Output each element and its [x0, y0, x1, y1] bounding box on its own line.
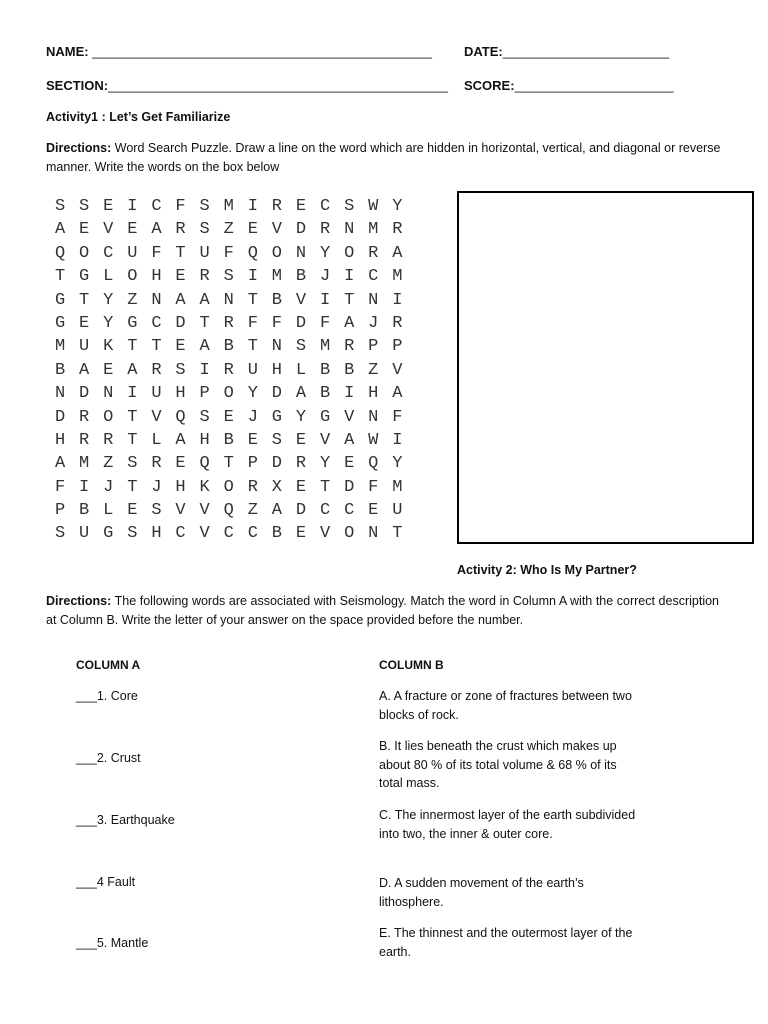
grid-letter[interactable]: E — [103, 197, 114, 216]
grid-letter[interactable]: I — [127, 384, 138, 404]
grid-letter[interactable]: N — [368, 407, 379, 427]
grid-letter[interactable]: B — [271, 524, 282, 544]
grid-letter[interactable]: B — [319, 384, 331, 404]
grid-letter[interactable]: H — [54, 430, 66, 450]
grid-row — [48, 406, 409, 429]
grid-letter[interactable]: B — [223, 337, 234, 357]
grid-letter[interactable]: T — [54, 267, 66, 287]
section-label: SECTION: — [46, 78, 109, 93]
grid-letter[interactable]: O — [271, 243, 282, 263]
grid-letter[interactable]: C — [247, 524, 258, 544]
grid-letter[interactable]: B — [295, 267, 307, 287]
grid-letter[interactable]: I — [392, 290, 403, 310]
grid-letter[interactable]: A — [199, 337, 210, 357]
grid-letter[interactable]: E — [127, 220, 138, 240]
grid-letter[interactable]: N — [223, 290, 234, 310]
grid-letter[interactable]: C — [103, 243, 114, 263]
grid-letter[interactable]: G — [319, 407, 331, 427]
grid-letter[interactable]: A — [392, 384, 403, 404]
grid-letter[interactable]: H — [271, 360, 282, 380]
grid-letter[interactable]: T — [127, 337, 138, 357]
section-line[interactable]: _______________________________________________ — [108, 78, 448, 93]
grid-letter[interactable]: E — [295, 197, 307, 216]
grid-letter[interactable]: E — [295, 524, 307, 544]
grid-letter[interactable]: E — [127, 501, 138, 521]
grid-letter[interactable]: V — [319, 524, 331, 544]
grid-letter[interactable]: Q — [54, 243, 66, 263]
grid-letter[interactable]: I — [344, 384, 355, 404]
grid-letter[interactable]: S — [199, 197, 210, 216]
column-a-item-1[interactable]: ___1. Core — [76, 689, 138, 703]
grid-letter[interactable]: S — [127, 454, 138, 474]
grid-letter[interactable]: Y — [103, 290, 114, 310]
grid-letter[interactable]: C — [319, 501, 331, 521]
grid-letter[interactable]: F — [368, 477, 379, 497]
grid-letter[interactable]: S — [175, 360, 186, 380]
grid-letter[interactable]: U — [151, 384, 162, 404]
grid-letter[interactable]: U — [392, 501, 403, 521]
column-a-item-3[interactable]: ___3. Earthquake — [76, 813, 175, 827]
grid-letter[interactable]: I — [247, 197, 258, 216]
grid-letter[interactable]: D — [295, 501, 307, 521]
activity2-directions — [46, 592, 719, 630]
grid-letter[interactable]: R — [295, 454, 307, 474]
grid-letter[interactable]: A — [127, 360, 138, 380]
grid-letter[interactable]: M — [319, 337, 331, 357]
grid-letter[interactable]: A — [295, 384, 307, 404]
grid-letter[interactable]: I — [199, 360, 210, 380]
grid-letter[interactable]: N — [295, 243, 307, 263]
grid-letter[interactable]: F — [175, 197, 186, 216]
grid-letter[interactable]: P — [199, 384, 210, 404]
grid-letter[interactable]: T — [127, 477, 138, 497]
score-field[interactable] — [464, 78, 674, 93]
grid-letter[interactable]: B — [344, 360, 355, 380]
grid-letter[interactable]: H — [368, 384, 379, 404]
name-field[interactable] — [46, 44, 432, 59]
column-a-item-5[interactable]: ___5. Mantle — [76, 936, 149, 950]
grid-letter[interactable]: K — [103, 337, 114, 357]
grid-letter[interactable]: T — [223, 454, 234, 474]
grid-letter[interactable]: A — [175, 290, 186, 310]
grid-letter[interactable]: E — [175, 337, 186, 357]
grid-letter[interactable]: T — [127, 407, 138, 427]
grid-letter[interactable]: A — [54, 220, 66, 240]
grid-letter[interactable]: V — [151, 407, 162, 427]
grid-letter[interactable]: G — [54, 290, 66, 310]
grid-row — [48, 218, 409, 241]
grid-row — [48, 312, 409, 335]
grid-letter[interactable]: X — [271, 477, 282, 497]
grid-letter[interactable]: C — [151, 313, 162, 333]
grid-letter[interactable]: N — [54, 384, 66, 404]
grid-letter[interactable]: Q — [368, 454, 379, 474]
column-b-item-d: D. A sudden movement of the earth’s lithosphere. — [379, 876, 584, 909]
grid-letter[interactable]: T — [175, 243, 186, 263]
grid-letter[interactable]: Y — [247, 384, 258, 404]
score-label: SCORE: — [464, 78, 515, 93]
grid-letter[interactable]: D — [295, 220, 307, 240]
grid-letter[interactable]: S — [54, 524, 66, 544]
grid-letter[interactable]: I — [392, 430, 403, 450]
grid-letter[interactable]: I — [344, 267, 355, 287]
grid-letter[interactable]: E — [247, 220, 258, 240]
grid-letter[interactable]: A — [344, 313, 355, 333]
activity1-directions-label: Directions: — [46, 141, 112, 155]
grid-letter[interactable]: M — [223, 197, 234, 216]
grid-letter[interactable]: L — [151, 430, 162, 450]
grid-letter[interactable]: R — [319, 220, 331, 240]
grid-row — [48, 242, 409, 265]
score-line[interactable]: ______________________ — [514, 78, 674, 93]
grid-letter[interactable]: J — [151, 477, 162, 497]
grid-letter[interactable]: N — [344, 220, 355, 240]
column-b-header: COLUMN B — [379, 658, 444, 672]
column-a-item-4[interactable]: ___4 Fault — [76, 875, 136, 889]
grid-letter[interactable]: H — [199, 430, 210, 450]
grid-letter[interactable]: A — [392, 243, 403, 263]
grid-letter[interactable]: D — [271, 384, 282, 404]
grid-letter[interactable]: E — [247, 430, 258, 450]
grid-letter[interactable]: Z — [103, 454, 114, 474]
grid-letter[interactable]: H — [175, 477, 186, 497]
grid-letter[interactable]: M — [271, 267, 282, 287]
grid-letter[interactable]: Q — [223, 501, 234, 521]
grid-letter[interactable]: Y — [392, 454, 403, 474]
grid-letter[interactable]: S — [127, 524, 138, 544]
activity2-title: Activity 2: Who Is My Partner? — [457, 563, 637, 577]
grid-letter[interactable]: R — [151, 454, 162, 474]
grid-row — [48, 289, 409, 312]
grid-letter[interactable]: R — [79, 430, 90, 450]
column-b-item-b: B. It lies beneath the crust which makes up about 80 % of its total volume & 68 % of its total mass. — [379, 739, 617, 790]
grid-letter[interactable]: U — [79, 337, 90, 357]
grid-letter[interactable]: V — [344, 407, 355, 427]
grid-letter[interactable]: J — [247, 407, 258, 427]
grid-letter[interactable]: F — [54, 477, 66, 497]
grid-letter[interactable]: A — [175, 430, 186, 450]
grid-row — [48, 335, 409, 358]
grid-letter[interactable]: R — [392, 313, 403, 333]
grid-letter[interactable]: T — [247, 337, 258, 357]
grid-letter[interactable]: D — [79, 384, 90, 404]
grid-letter[interactable]: E — [103, 360, 114, 380]
grid-letter[interactable]: P — [368, 337, 379, 357]
grid-letter[interactable]: R — [175, 220, 186, 240]
grid-letter[interactable]: H — [151, 524, 162, 544]
grid-letter[interactable]: R — [392, 220, 403, 240]
grid-letter[interactable]: I — [79, 477, 90, 497]
grid-letter[interactable]: U — [247, 360, 258, 380]
activity2-directions-text: The following words are associated with Seismology. Match the word in Column A with the correct description at Column B. Write the letter of your answer on the space provided before the number. — [46, 594, 719, 627]
grid-letter[interactable]: E — [175, 454, 186, 474]
grid-letter[interactable]: Y — [103, 313, 114, 333]
grid-letter[interactable]: S — [199, 407, 210, 427]
grid-letter[interactable]: S — [54, 197, 66, 216]
grid-letter[interactable]: F — [319, 313, 331, 333]
grid-letter[interactable]: N — [151, 290, 162, 310]
date-line[interactable]: _______________________ — [502, 44, 670, 59]
grid-letter[interactable]: G — [271, 407, 282, 427]
grid-letter[interactable]: G — [103, 524, 114, 544]
activity2-directions-label: Directions: — [46, 594, 112, 608]
grid-letter[interactable]: R — [247, 477, 258, 497]
grid-letter[interactable]: E — [295, 430, 307, 450]
grid-letter[interactable]: G — [54, 313, 66, 333]
grid-letter[interactable]: A — [271, 501, 282, 521]
grid-letter[interactable]: B — [319, 360, 331, 380]
grid-letter[interactable]: V — [199, 524, 210, 544]
grid-letter[interactable]: L — [103, 267, 114, 287]
grid-letter[interactable]: F — [151, 243, 162, 263]
grid-letter[interactable]: V — [199, 501, 210, 521]
grid-letter[interactable]: Z — [368, 360, 379, 380]
column-a-item-2[interactable]: ___2. Crust — [76, 751, 141, 765]
grid-letter[interactable]: V — [175, 501, 186, 521]
date-label: DATE: — [464, 44, 503, 59]
grid-letter[interactable]: N — [271, 337, 282, 357]
grid-letter[interactable]: M — [392, 267, 403, 287]
grid-letter[interactable]: O — [223, 477, 234, 497]
grid-letter[interactable]: D — [175, 313, 186, 333]
grid-letter[interactable]: T — [319, 477, 331, 497]
grid-letter[interactable]: J — [319, 267, 331, 287]
grid-letter[interactable]: E — [295, 477, 307, 497]
grid-letter[interactable]: D — [271, 454, 282, 474]
grid-letter[interactable]: A — [54, 454, 66, 474]
grid-letter[interactable]: H — [151, 267, 162, 287]
grid-letter[interactable]: S — [344, 197, 355, 216]
grid-row — [48, 359, 409, 382]
grid-letter[interactable]: R — [344, 337, 355, 357]
grid-letter[interactable]: I — [319, 290, 331, 310]
grid-letter[interactable]: F — [223, 243, 234, 263]
grid-letter[interactable]: Y — [392, 197, 403, 216]
grid-letter[interactable]: K — [199, 477, 210, 497]
grid-letter[interactable]: E — [344, 454, 355, 474]
grid-letter[interactable]: F — [271, 313, 282, 333]
column-b-item-a: A. A fracture or zone of fractures between two blocks of rock. — [379, 689, 632, 722]
grid-letter[interactable]: N — [368, 290, 379, 310]
grid-letter[interactable]: U — [79, 524, 90, 544]
grid-letter[interactable]: N — [368, 524, 379, 544]
name-label: NAME: — [46, 44, 93, 59]
grid-letter[interactable]: P — [54, 501, 66, 521]
grid-letter[interactable]: R — [223, 360, 234, 380]
grid-letter[interactable]: F — [392, 407, 403, 427]
grid-row — [48, 429, 409, 452]
grid-letter[interactable]: M — [392, 477, 403, 497]
grid-letter[interactable]: N — [103, 384, 114, 404]
grid-letter[interactable]: Z — [247, 501, 258, 521]
grid-letter[interactable]: D — [295, 313, 307, 333]
grid-letter[interactable]: J — [368, 313, 379, 333]
grid-letter[interactable]: E — [175, 267, 186, 287]
grid-letter[interactable]: O — [344, 524, 355, 544]
grid-letter[interactable]: W — [368, 197, 379, 216]
grid-letter[interactable]: D — [344, 477, 355, 497]
grid-letter[interactable]: L — [103, 501, 114, 521]
answer-box[interactable] — [457, 191, 754, 544]
grid-letter[interactable]: C — [175, 524, 186, 544]
grid-letter[interactable]: Q — [247, 243, 258, 263]
grid-letter[interactable]: R — [223, 313, 234, 333]
grid-letter[interactable]: C — [151, 197, 162, 216]
grid-letter[interactable]: D — [54, 407, 66, 427]
grid-letter[interactable]: A — [79, 360, 90, 380]
grid-letter[interactable]: S — [199, 220, 210, 240]
grid-letter[interactable]: Y — [319, 454, 331, 474]
grid-letter[interactable]: E — [79, 313, 90, 333]
grid-letter[interactable]: O — [223, 384, 234, 404]
grid-letter[interactable]: O — [103, 407, 114, 427]
grid-letter[interactable]: J — [103, 477, 114, 497]
grid-letter[interactable]: P — [247, 454, 258, 474]
grid-letter[interactable]: V — [392, 360, 403, 380]
grid-row — [48, 195, 409, 218]
grid-letter[interactable]: C — [319, 197, 331, 216]
grid-letter[interactable]: A — [344, 430, 355, 450]
grid-letter[interactable]: R — [271, 197, 282, 216]
column-b-item-e: E. The thinnest and the outermost layer of the earth. — [379, 926, 633, 959]
activity1-directions-text: Word Search Puzzle. Draw a line on the word which are hidden in horizontal, vertical, and diagonal or reverse manner. Write the words on the box below — [46, 141, 721, 174]
grid-letter[interactable]: G — [127, 313, 138, 333]
grid-letter[interactable]: H — [175, 384, 186, 404]
grid-letter[interactable]: M — [79, 454, 90, 474]
grid-letter[interactable]: A — [151, 220, 162, 240]
grid-letter[interactable]: T — [127, 430, 138, 450]
grid-letter[interactable]: Q — [199, 454, 210, 474]
grid-letter[interactable]: B — [54, 360, 66, 380]
grid-letter[interactable]: T — [151, 337, 162, 357]
grid-letter[interactable]: G — [79, 267, 90, 287]
grid-letter[interactable]: T — [344, 290, 355, 310]
grid-letter[interactable]: E — [223, 407, 234, 427]
grid-letter[interactable]: T — [392, 524, 403, 544]
grid-letter[interactable]: S — [223, 267, 234, 287]
grid-row — [48, 382, 409, 405]
grid-letter[interactable]: Q — [175, 407, 186, 427]
grid-row — [48, 452, 409, 475]
activity1-title: Activity1 : Let’s Get Familiarize — [46, 110, 231, 124]
grid-letter[interactable]: C — [223, 524, 234, 544]
grid-letter[interactable]: I — [247, 267, 258, 287]
grid-letter[interactable]: O — [127, 267, 138, 287]
grid-letter[interactable]: S — [151, 501, 162, 521]
grid-letter[interactable]: R — [151, 360, 162, 380]
grid-letter[interactable]: P — [392, 337, 403, 357]
grid-letter[interactable]: M — [368, 220, 379, 240]
grid-letter[interactable]: B — [79, 501, 90, 521]
section-field[interactable] — [46, 78, 448, 93]
grid-letter[interactable]: B — [271, 290, 282, 310]
grid-letter[interactable]: O — [344, 243, 355, 263]
column-b-item-c: C. The innermost layer of the earth subdivided into two, the inner & outer core. — [379, 808, 636, 841]
grid-letter[interactable]: Z — [127, 290, 138, 310]
grid-letter[interactable]: C — [344, 501, 355, 521]
grid-row — [48, 522, 409, 545]
grid-letter[interactable]: R — [79, 407, 90, 427]
grid-letter[interactable]: V — [103, 220, 114, 240]
date-field[interactable] — [464, 44, 669, 59]
grid-letter[interactable]: F — [247, 313, 258, 333]
grid-letter[interactable]: W — [368, 430, 379, 450]
grid-letter[interactable]: Z — [223, 220, 234, 240]
activity1-directions — [46, 139, 722, 177]
grid-letter[interactable]: E — [368, 501, 379, 521]
grid-letter[interactable]: C — [368, 267, 379, 287]
grid-letter[interactable]: O — [79, 243, 90, 263]
grid-letter[interactable]: I — [127, 197, 138, 216]
grid-letter[interactable]: S — [271, 430, 282, 450]
grid-letter[interactable]: R — [199, 267, 210, 287]
column-a-header: COLUMN A — [76, 658, 141, 672]
grid-row — [48, 265, 409, 288]
name-line[interactable]: _______________________________________________ — [92, 44, 433, 59]
grid-letter[interactable]: L — [295, 360, 307, 380]
grid-letter[interactable]: Y — [319, 243, 331, 263]
grid-letter[interactable]: S — [79, 197, 90, 216]
grid-letter[interactable]: Y — [295, 407, 307, 427]
grid-letter[interactable]: R — [368, 243, 379, 263]
grid-row — [48, 476, 409, 499]
word-search-grid[interactable] — [48, 195, 409, 546]
grid-letter[interactable]: V — [295, 290, 307, 310]
grid-letter[interactable]: A — [199, 290, 210, 310]
grid-letter[interactable]: M — [54, 337, 66, 357]
grid-letter[interactable]: U — [199, 243, 210, 263]
grid-letter[interactable]: T — [199, 313, 210, 333]
grid-letter[interactable]: V — [271, 220, 282, 240]
grid-letter[interactable]: U — [127, 243, 138, 263]
grid-letter[interactable]: T — [79, 290, 90, 310]
grid-letter[interactable]: V — [319, 430, 331, 450]
grid-row — [48, 499, 409, 522]
grid-letter[interactable]: R — [103, 430, 114, 450]
grid-letter[interactable]: E — [79, 220, 90, 240]
grid-letter[interactable]: T — [247, 290, 258, 310]
grid-letter[interactable]: S — [295, 337, 307, 357]
grid-letter[interactable]: B — [223, 430, 234, 450]
